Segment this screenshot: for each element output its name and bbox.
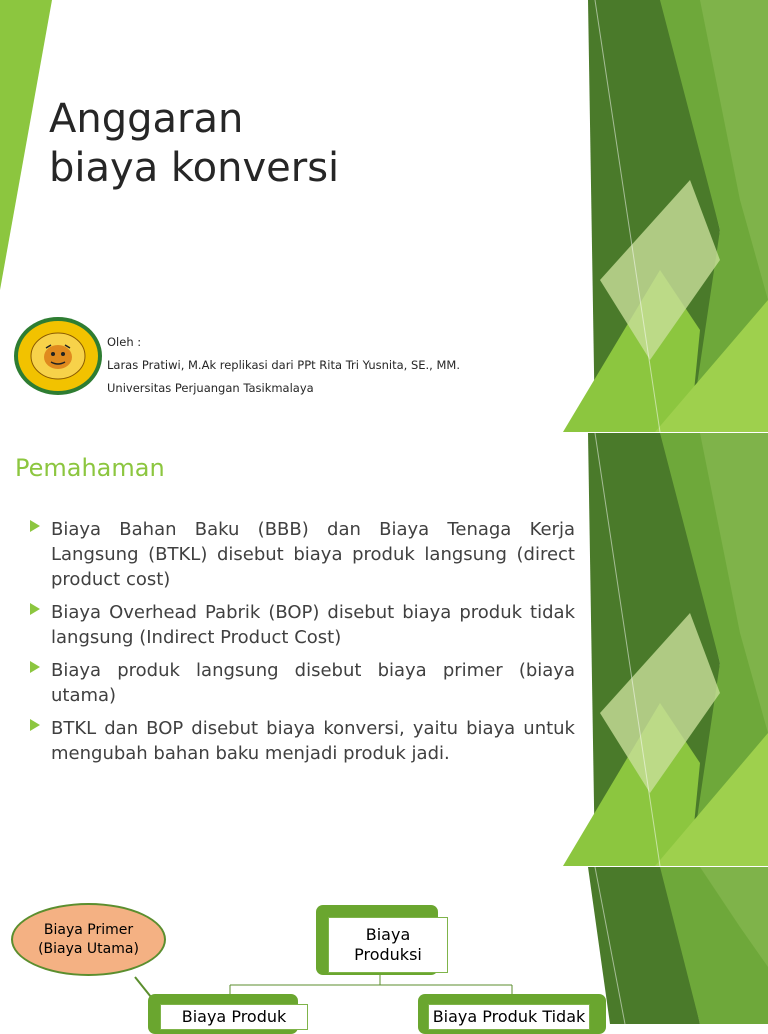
- bullet-text: Biaya produk langsung disebut biaya primer (biaya utama): [51, 660, 575, 706]
- author-name: Laras Pratiwi, M.Ak replikasi dari PPt Rita Tri Yusnita, SE., MM.: [107, 358, 460, 372]
- root-node-label-box: [328, 917, 448, 973]
- institution-name: Universitas Perjuangan Tasikmalaya: [107, 381, 314, 395]
- oval-label: Biaya Primer (Biaya Utama): [38, 921, 139, 957]
- author-label: Oleh :: [107, 335, 142, 349]
- title-slide: [0, 0, 768, 432]
- bullet-text: BTKL dan BOP disebut biaya konversi, yaitu biaya untuk mengubah bahan baku menjadi produk jadi.: [51, 718, 575, 764]
- bullet-arrow-icon: [30, 603, 40, 615]
- university-seal-icon: [13, 316, 103, 396]
- child-node-indirect-label-box: [428, 1004, 590, 1030]
- bullet-arrow-icon: [30, 719, 40, 731]
- bullet-list: [30, 517, 575, 774]
- bullet-arrow-icon: [30, 661, 40, 673]
- primary-cost-oval: [11, 903, 166, 976]
- list-item: [30, 658, 575, 708]
- child-node-indirect-label: Biaya Produk Tidak: [432, 1007, 586, 1026]
- bullet-arrow-icon: [30, 520, 40, 532]
- root-node-label: Biaya Produksi: [354, 925, 422, 964]
- author-block: [107, 331, 460, 400]
- list-item: [30, 600, 575, 650]
- title-line-2: biaya konversi: [49, 145, 340, 191]
- list-item: [30, 716, 575, 766]
- list-item: [30, 517, 575, 592]
- slide-title: [49, 95, 339, 193]
- section-title: Pemahaman: [15, 454, 165, 482]
- bullet-text: Biaya Bahan Baku (BBB) dan Biaya Tenaga Kerja Langsung (BTKL) disebut biaya produk langsung (direct product cost): [51, 519, 575, 590]
- child-node-direct-label-box: [160, 1004, 308, 1030]
- bullet-text: Biaya Overhead Pabrik (BOP) disebut biaya produk tidak langsung (Indirect Product Cost): [51, 602, 575, 648]
- title-line-1: Anggaran: [49, 96, 244, 142]
- child-node-direct-label: Biaya Produk: [181, 1007, 287, 1026]
